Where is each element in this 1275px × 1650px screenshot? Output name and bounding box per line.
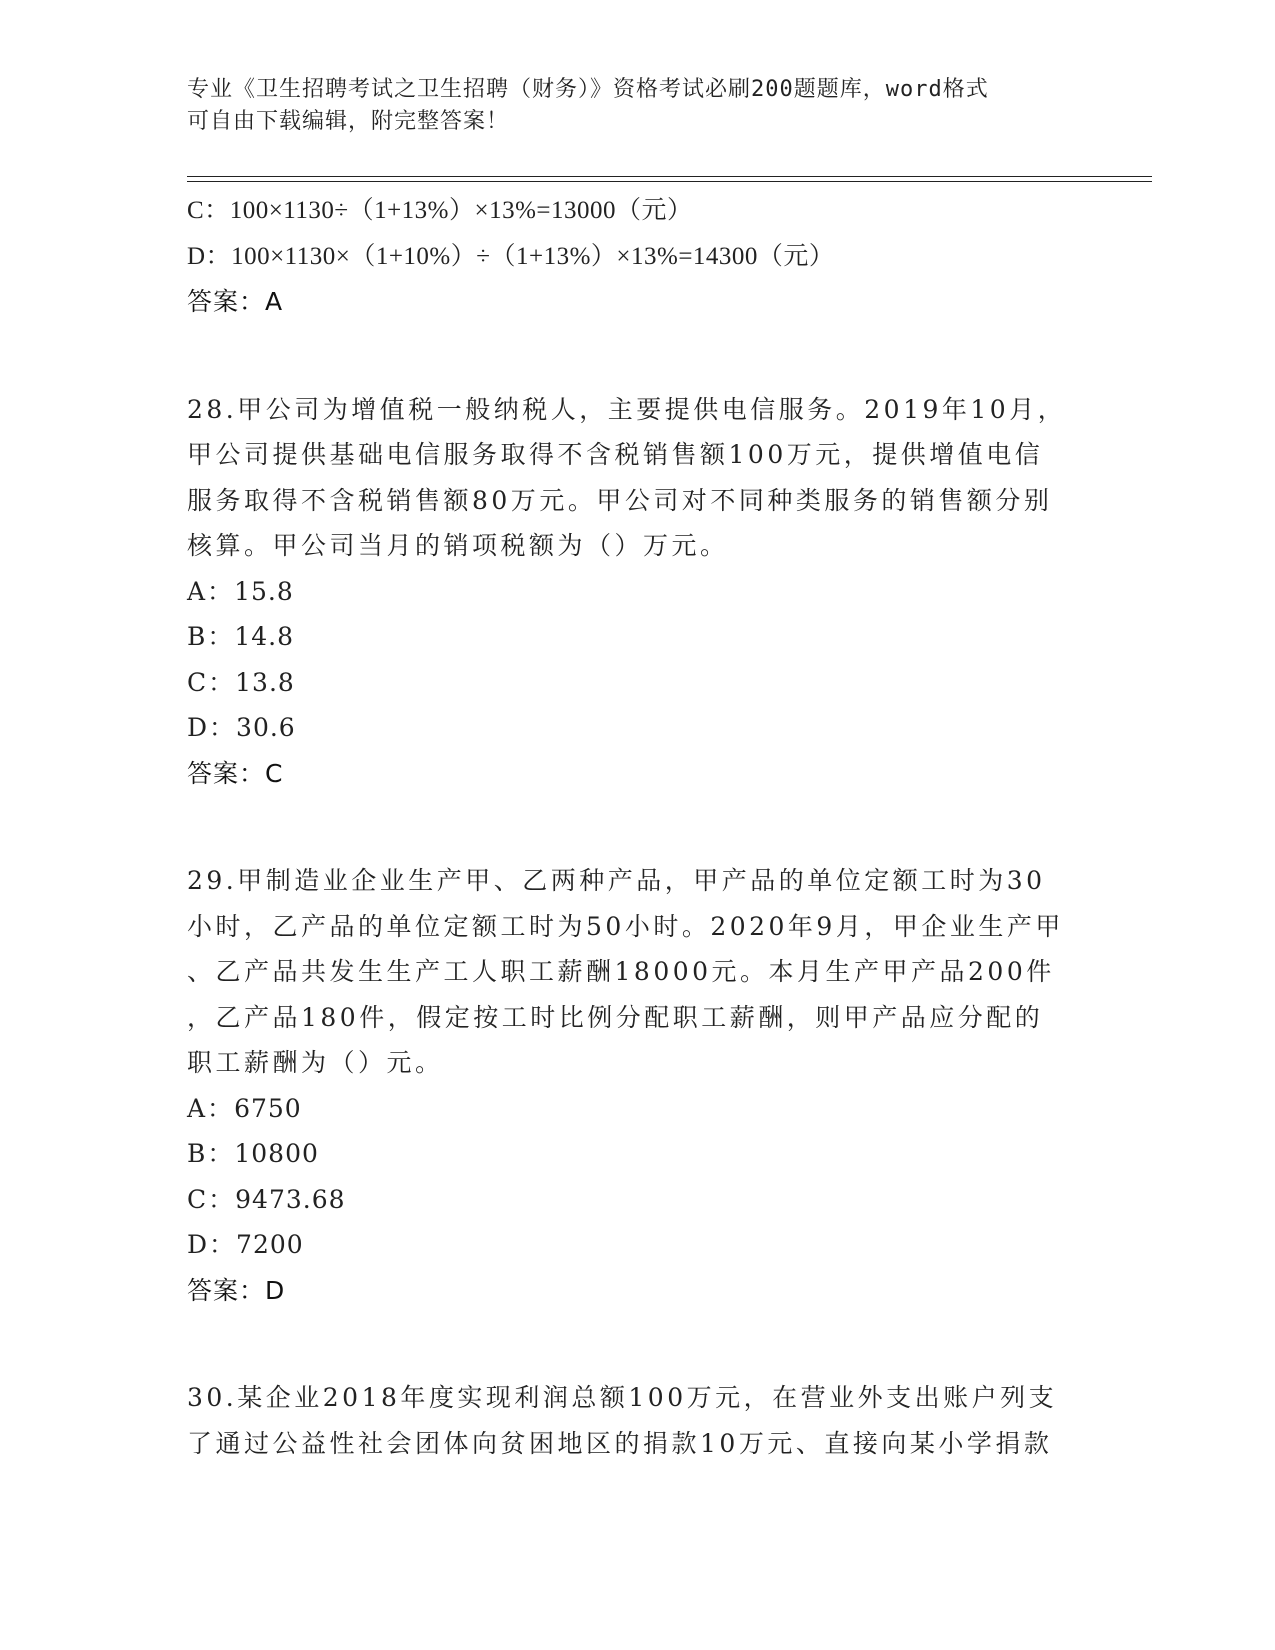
option-d: [187, 705, 1087, 751]
option-text: 100×1130×（1+10%）÷（1+13%）×13%=14300（元）: [231, 242, 835, 270]
option-text: 13.8: [235, 667, 295, 697]
question-text-line: 28.甲公司为增值税一般纳税人，主要提供电信服务。2019年10月，: [187, 394, 1067, 424]
option-c: [187, 188, 1087, 234]
option-a: [187, 1086, 1087, 1132]
option-text: 6750: [234, 1093, 302, 1123]
option-label: C：: [187, 667, 236, 697]
document-header: [187, 74, 1087, 138]
header-divider-top: [187, 176, 1152, 177]
question-text-line: 小时，乙产品的单位定额工时为50小时。2020年9月，甲企业生产甲: [187, 911, 1064, 941]
question-29: [187, 858, 1087, 1313]
question-text-line: 、乙产品共发生生产工人职工薪酬18000元。本月生产甲产品200件: [187, 957, 1055, 986]
option-text: 14.8: [234, 622, 295, 651]
option-label: B：: [187, 1139, 235, 1168]
option-text: 9473.68: [235, 1184, 346, 1214]
option-c: [187, 1177, 1087, 1223]
option-text: 10800: [234, 1139, 319, 1168]
option-text: 100×1130÷（1+13%）×13%=13000（元）: [229, 197, 693, 224]
option-text: 7200: [236, 1230, 304, 1259]
answer: 答案：D: [187, 1275, 286, 1305]
header-divider-bottom: [187, 181, 1152, 182]
option-label: B：: [187, 622, 235, 651]
option-text: 30.6: [236, 713, 296, 742]
option-text: 15.8: [234, 576, 294, 606]
question-27-continued: [187, 188, 1087, 325]
answer: 答案：A: [187, 287, 284, 316]
option-label: D：: [187, 1230, 237, 1259]
option-d: [187, 1222, 1087, 1268]
question-text-line: 核算。甲公司当月的销项税额为（）万元。: [187, 531, 729, 560]
question-text-line: 服务取得不含税销售额80万元。甲公司对不同种类服务的销售额分别: [187, 485, 1053, 515]
option-label: A：: [187, 576, 235, 606]
question-text-line: 30.某企业2018年度实现利润总额100万元，在营业外支出账户列支: [187, 1383, 1058, 1412]
option-b: [187, 614, 1087, 660]
question-30: [187, 1375, 1087, 1466]
option-label: C：: [187, 197, 230, 224]
question-text-line: 29.甲制造业企业生产甲、乙两种产品，甲产品的单位定额工时为30: [187, 866, 1046, 895]
option-label: A：: [187, 1093, 235, 1123]
option-c: [187, 660, 1087, 706]
option-label: C：: [187, 1184, 236, 1214]
option-label: D：: [187, 713, 237, 742]
option-label: D：: [187, 242, 232, 270]
option-b: [187, 1131, 1087, 1177]
option-a: [187, 569, 1087, 615]
question-text-line: 甲公司提供基础电信服务取得不含税销售额100万元，提供增值电信: [187, 440, 1044, 469]
question-text-line: 职工薪酬为（）元。: [187, 1048, 444, 1077]
answer: 答案：C: [187, 758, 284, 788]
header-line-2: 可自由下载编辑，附完整答案！: [187, 109, 510, 134]
question-28: [187, 387, 1087, 797]
option-d: [187, 234, 1087, 280]
document-body: [187, 188, 1087, 1466]
header-line-1: 专业《卫生招聘考试之卫生招聘（财务）》资格考试必刷200题题库，word格式: [187, 77, 989, 102]
question-text-line: ，乙产品180件，假定按工时比例分配职工薪酬，则甲产品应分配的: [187, 1002, 1044, 1032]
question-text-line: 了通过公益性社会团体向贫困地区的捐款10万元、直接向某小学捐款: [187, 1428, 1053, 1458]
